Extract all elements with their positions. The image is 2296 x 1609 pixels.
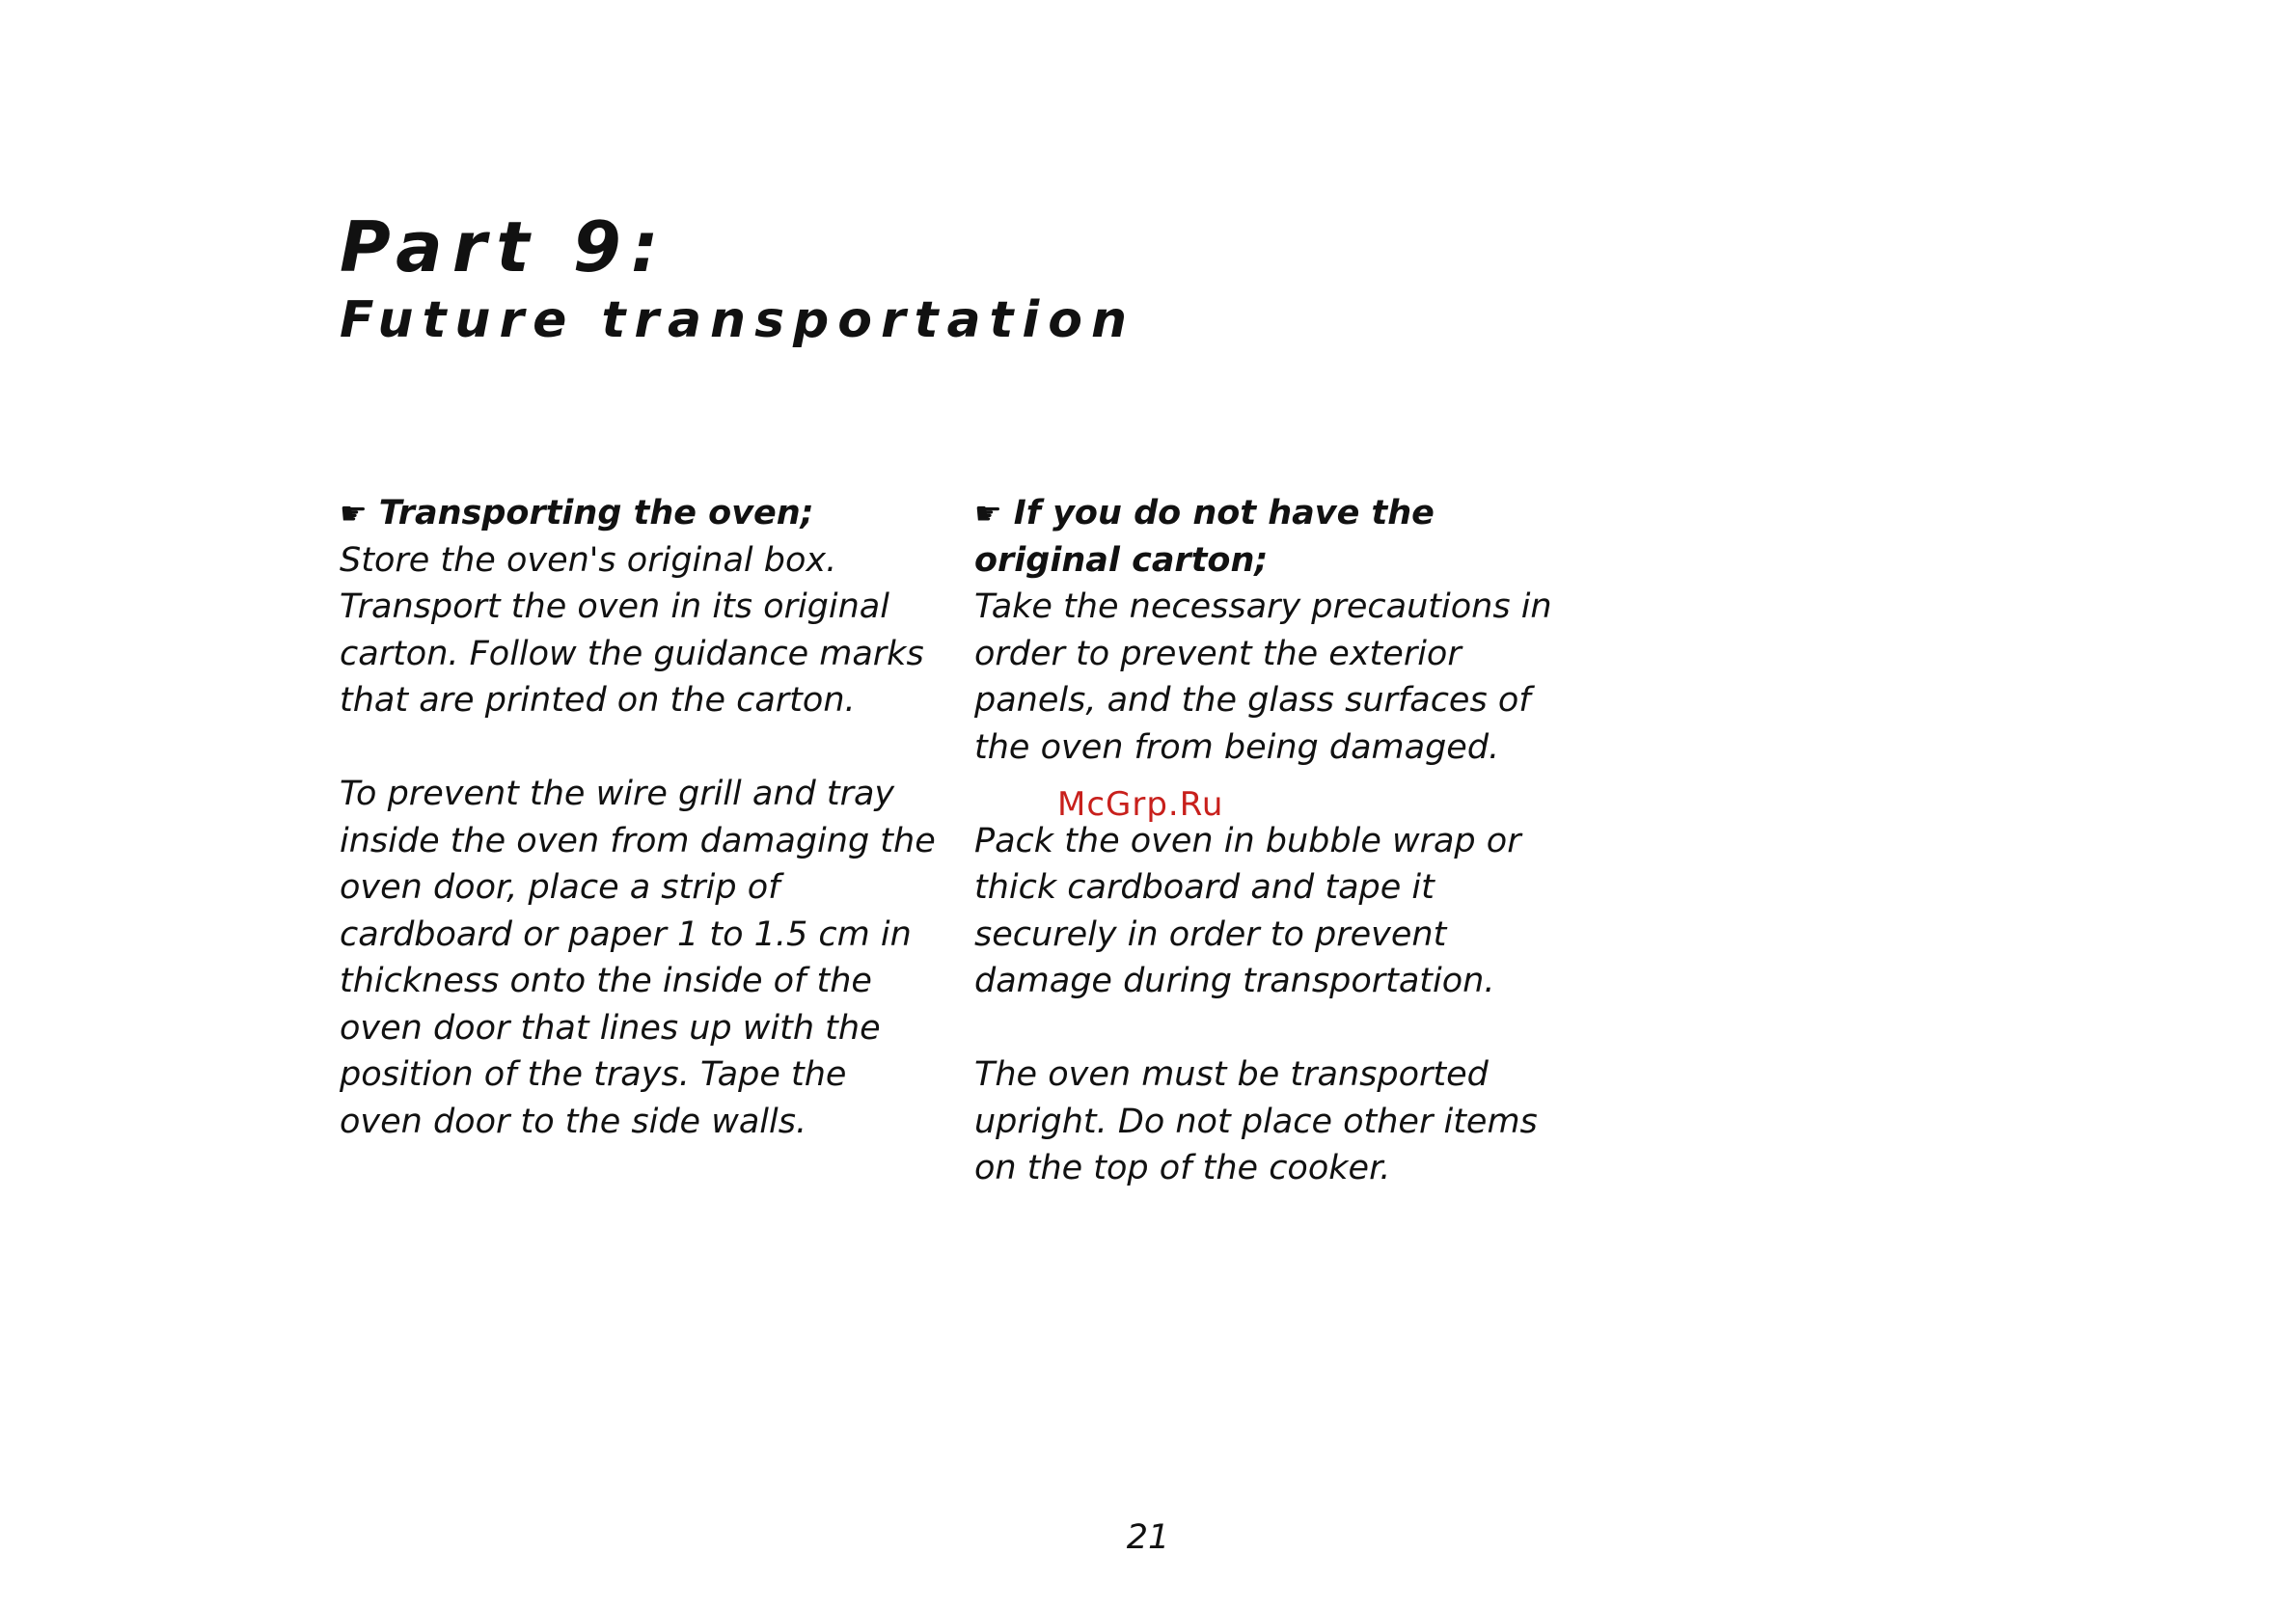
page-number — [0, 1518, 2296, 1557]
watermark: McGrp.Ru — [1057, 785, 1224, 824]
right-paragraph-1: Take the necessary precautions in order to prevent the exterior panels, and the glass surfaces of the oven from being damaged. — [974, 587, 1552, 767]
page-number-text: 21 — [1126, 1518, 1170, 1557]
pointing-hand-icon: ☛ — [340, 495, 368, 532]
part-title: Part 9: — [340, 206, 669, 287]
right-paragraph-2: Pack the oven in bubble wrap or thick cardboard and tape it securely in order to prevent damage during transportation. — [974, 821, 1521, 1000]
page-heading — [340, 205, 1690, 351]
pointing-hand-icon: ☛ — [974, 495, 1002, 532]
left-paragraph-1: Store the oven's original box. Transport the oven in its original carton. Follow the guidance marks that are printed on the carton. — [340, 540, 924, 720]
right-column — [974, 490, 1572, 1192]
left-column — [340, 490, 938, 1145]
left-column-heading-text: Transporting the oven; — [378, 494, 814, 532]
right-column-heading — [974, 490, 1572, 584]
left-column-heading — [340, 490, 938, 537]
paragraph-gap — [974, 1005, 1572, 1052]
paragraph-gap — [340, 724, 938, 772]
right-paragraph-3: The oven must be transported upright. Do not place other items on the top of the cooker. — [974, 1055, 1538, 1187]
section-title: Future transportation — [340, 291, 1135, 349]
right-column-heading-text: If you do not have the original carton; — [974, 494, 1435, 580]
left-paragraph-2: To prevent the wire grill and tray inside the oven from damaging the oven door, place a strip of cardboard or paper 1 to 1.5 cm in thickness onto the inside of the oven door that lines up with the position of the trays. Tape the oven door to the side walls. — [340, 775, 936, 1141]
